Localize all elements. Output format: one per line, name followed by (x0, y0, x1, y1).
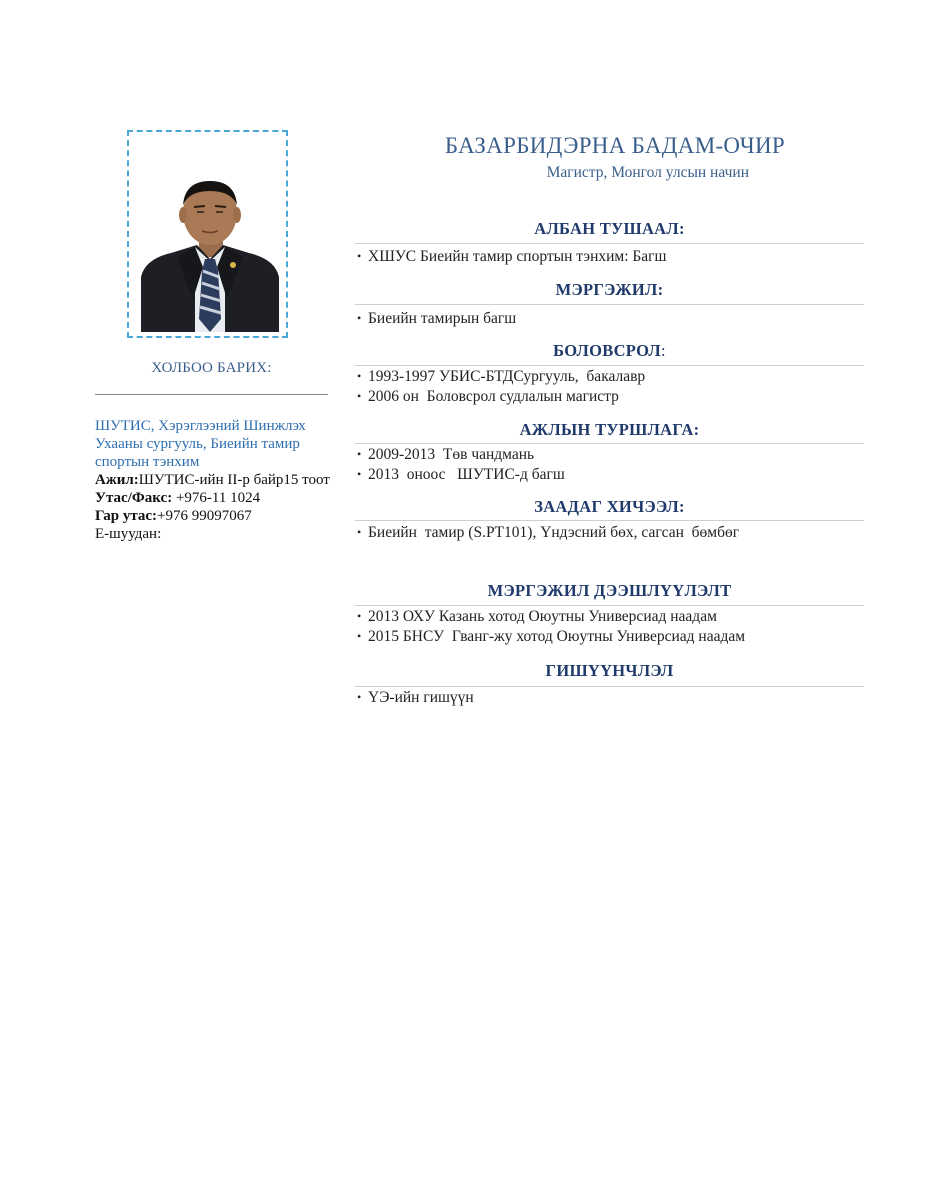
section-title-profession: МЭРГЭЖИЛ: (555, 280, 664, 299)
phone-label: Утас/Факс: (95, 490, 173, 506)
mobile-value: +976 99097067 (157, 508, 252, 524)
bullet-icon: • (357, 609, 362, 623)
bullet-icon: • (357, 629, 362, 643)
bullet-icon: • (357, 369, 362, 383)
section-divider (355, 686, 864, 687)
bullet-icon: • (357, 311, 362, 325)
person-degree: Магистр, Монгол улсын начин (546, 164, 749, 181)
list-item: • 2006 он Боловсрол судлалын магистр (357, 388, 619, 405)
person-portrait-image (141, 179, 279, 332)
contact-mobile-row (95, 507, 340, 525)
bullet-icon: • (357, 249, 362, 263)
contact-work-row (95, 471, 340, 489)
bullet-icon: • (357, 467, 362, 481)
contact-email-row (95, 525, 340, 543)
bullet-icon: • (357, 389, 362, 403)
section-title-membership: ГИШҮҮНЧЛЭЛ (545, 661, 674, 680)
section-title-work-experience: АЖЛЫН ТУРШЛАГА: (519, 420, 700, 439)
email-label: Е-шуудан: (95, 526, 162, 542)
list-item: • 2013 оноос ШУТИС-д багш (357, 466, 565, 483)
list-item: • Биеийн тамирын багш (357, 310, 517, 327)
list-item: • 2013 ОХУ Казань хотод Оюутны Универсиад наадам (357, 608, 717, 625)
contact-phone-row (95, 489, 340, 507)
contact-heading: ХОЛБОО БАРИХ: (151, 360, 272, 376)
profile-photo (141, 179, 279, 332)
work-label: Ажил: (95, 472, 139, 488)
section-title-professional-development: МЭРГЭЖИЛ ДЭЭШЛҮҮЛЭЛТ (487, 581, 732, 600)
list-item: • 2009-2013 Төв чандмань (357, 446, 535, 463)
list-item: • 2015 БНСУ Гванг-жу хотод Оюутны Универсиад наадам (357, 628, 746, 645)
section-divider (355, 520, 864, 521)
bullet-icon: • (357, 690, 362, 704)
work-value: ШУТИС-ийн II-р байр15 тоот (138, 472, 330, 488)
section-divider (355, 443, 864, 444)
section-title-courses: ЗААДАГ ХИЧЭЭЛ: (534, 497, 685, 516)
section-divider (355, 365, 864, 366)
contact-divider (95, 394, 328, 395)
bullet-icon: • (357, 447, 362, 461)
list-item: • Биеийн тамир (S.PT101), Үндэсний бөх, сагсан бөмбөг (357, 524, 740, 541)
contact-organization: ШУТИС, Хэрэглээний Шинжлэх Ухааны сургууль, Биеийн тамир спортын тэнхим (95, 418, 306, 470)
profile-photo-frame (127, 130, 288, 338)
list-item: • 1993-1997 УБИС-БТДСургууль, бакалавр (357, 368, 646, 385)
section-title-education: БОЛОВСРОЛ: (553, 341, 666, 360)
mobile-label: Гар утас: (95, 508, 158, 524)
list-item: • ҮЭ-ийн гишүүн (357, 689, 474, 706)
bullet-icon: • (357, 525, 362, 539)
section-divider (355, 304, 864, 305)
section-divider (355, 605, 864, 606)
phone-value: +976-11 1024 (172, 490, 261, 506)
list-item: • ХШУС Биеийн тамир спортын тэнхим: Багш (357, 248, 667, 265)
section-title-position: АЛБАН ТУШААЛ: (534, 219, 685, 238)
person-name: БАЗАРБИДЭРНА БАДАМ-ОЧИР (444, 133, 785, 158)
section-divider (355, 243, 864, 244)
contact-details (95, 417, 340, 543)
